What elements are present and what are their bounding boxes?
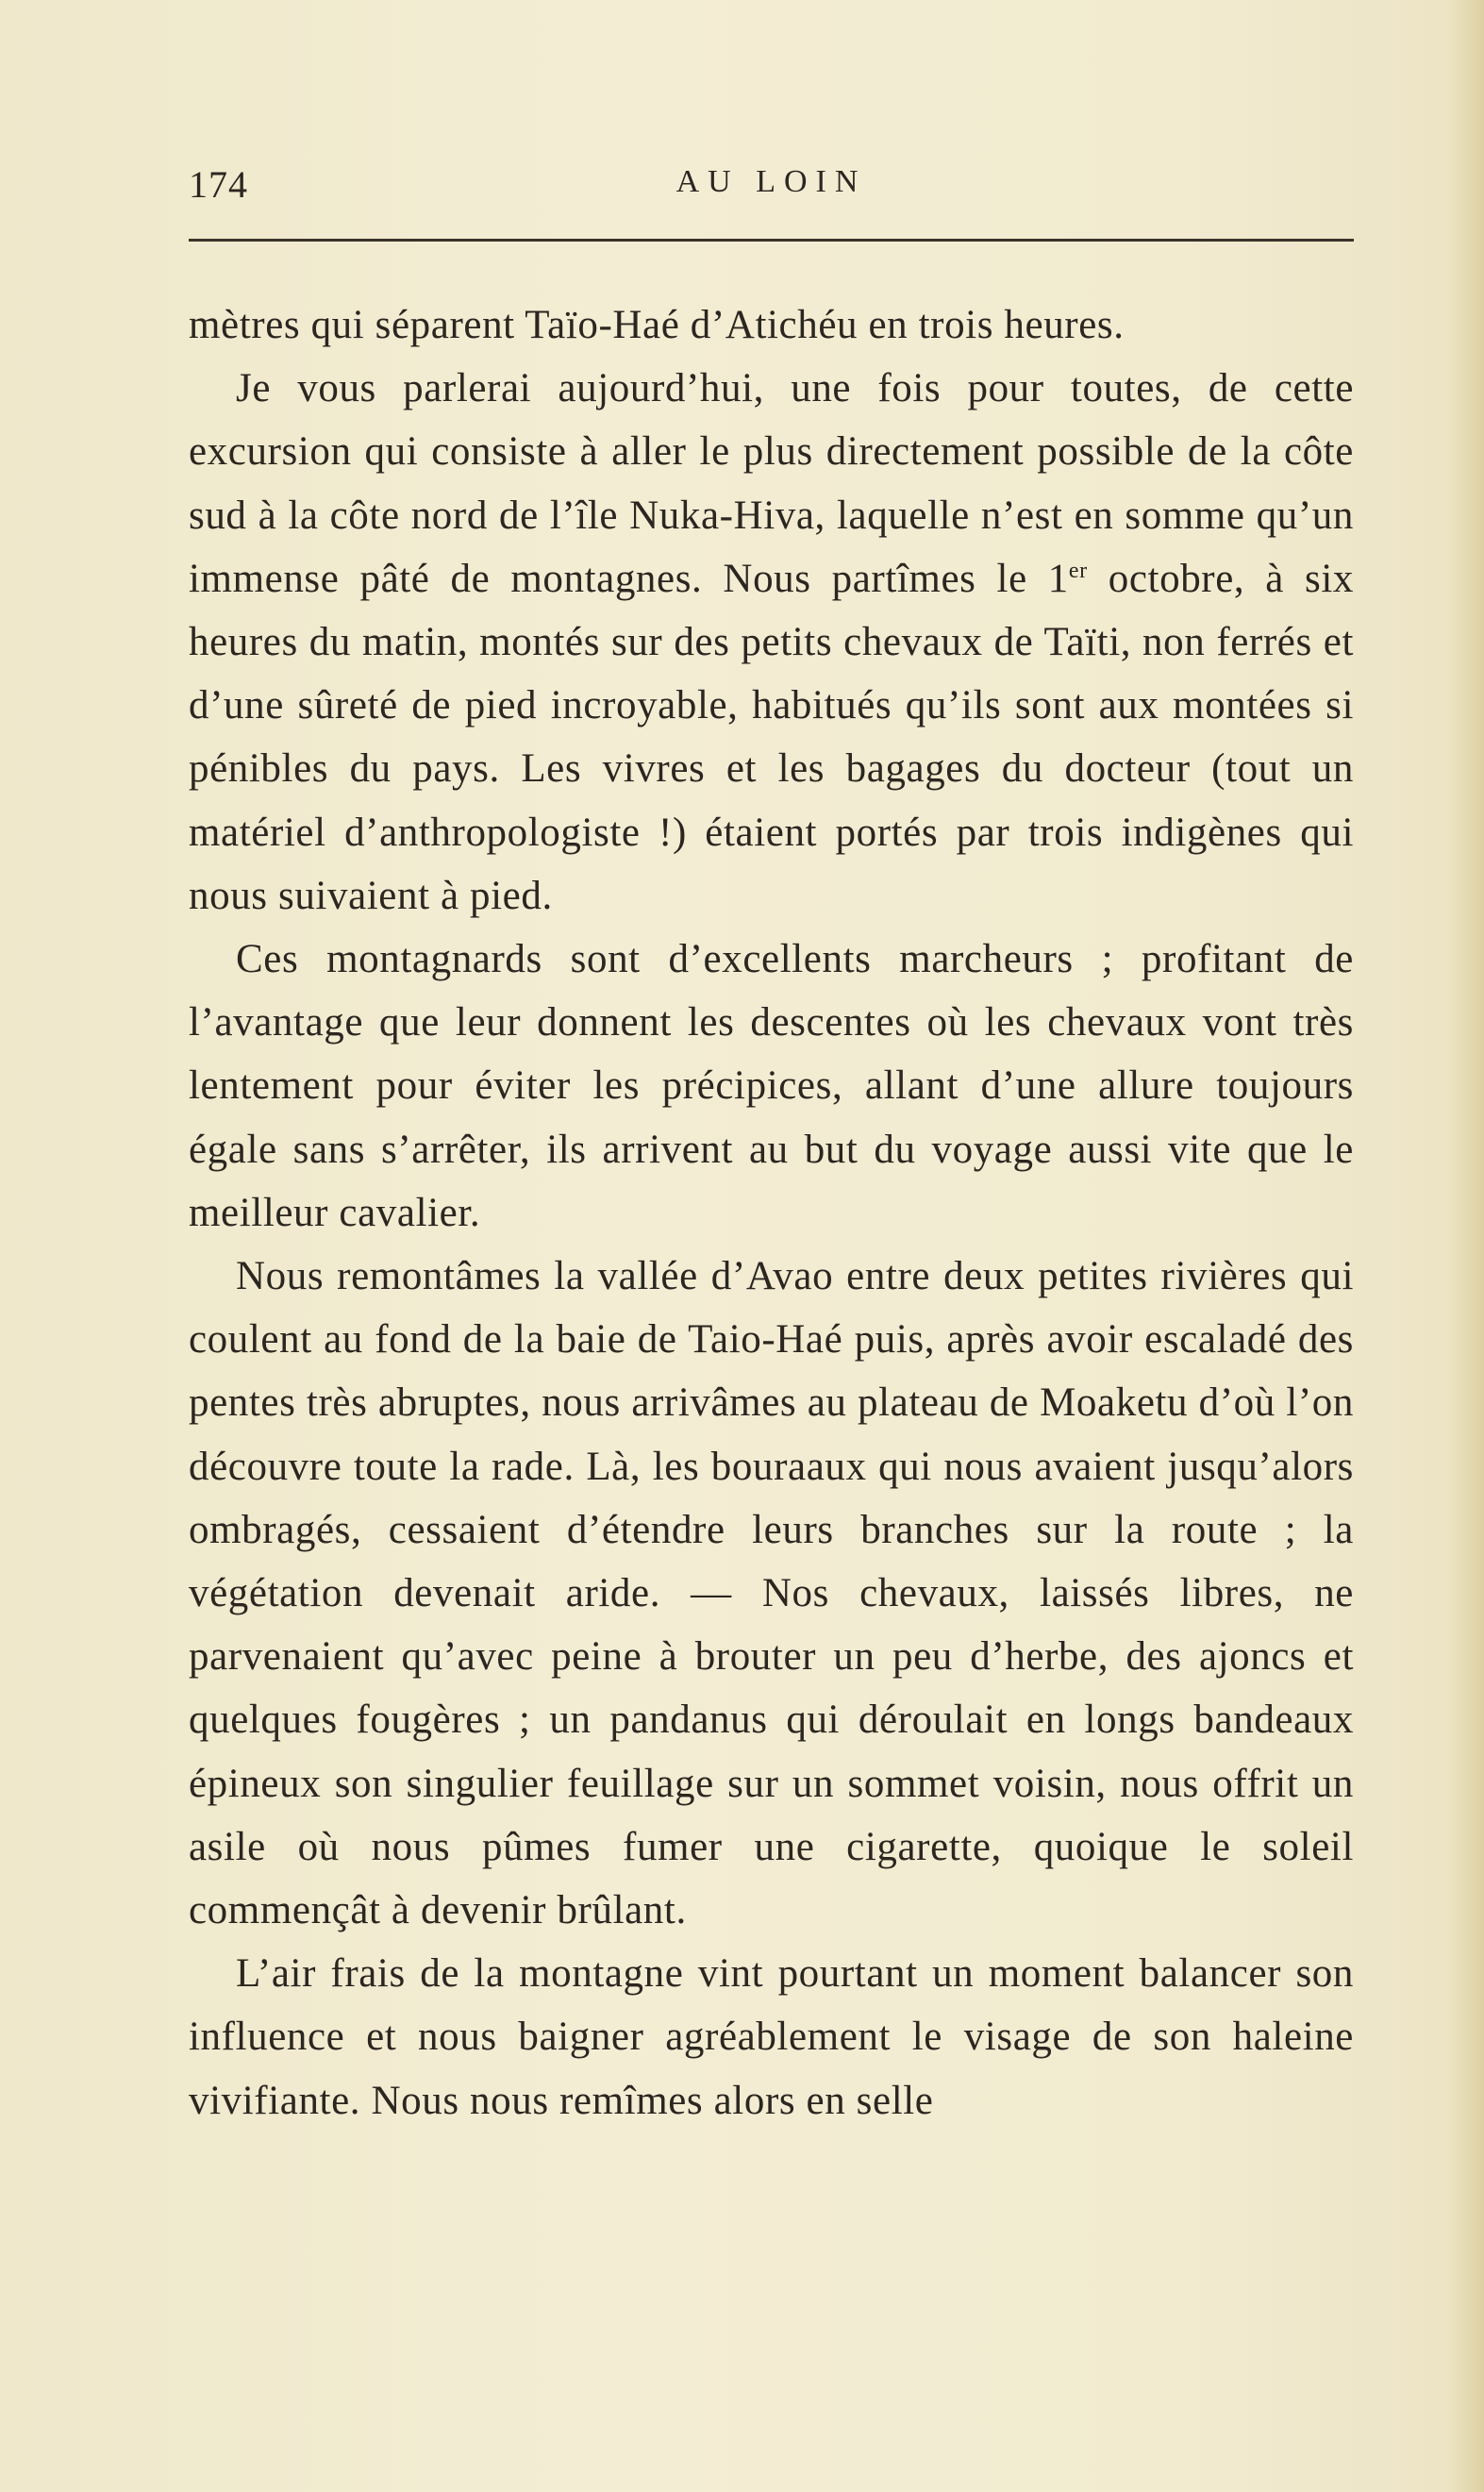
paragraph-4: Nous remontâmes la vallée d’Avao entre deux petites rivières qui coulent au fond de la baie de Taio-Haé puis, après avoir escaladé des pentes très abruptes, nous arrivâmes au plateau de Moaketu d’où l’on découvre toute la rade. Là, les bouraaux qui nous avaient jusqu’alors ombragés, cessaient d’étendre leurs branches sur la route ; la végétation devenait aride. — Nos chevaux, laissés libres, ne parvenaient qu’avec peine à brouter un peu d’herbe, des ajoncs et quelques fougères ; un pandanus qui déroulait en longs bandeaux épineux son singulier feuillage sur un sommet voisin, nous offrit un asile où nous pûmes fumer une cigarette, quoique le soleil commençât à devenir brûlant. — [189, 1254, 1354, 1933]
page-header — [189, 162, 1354, 219]
paragraph-2-text-end: octobre, à six heures du matin, montés sur des petits chevaux de Taïti, non ferrés et d’une sûreté de pied incroyable, habitués qu’ils sont aux montées si pénibles du pays. Les vivres et les bagages du docteur (tout un matériel d’anthropologiste !) étaient portés par trois indigènes qui nous suivaient à pied. — [189, 556, 1354, 918]
page-edge-shading — [1446, 0, 1484, 2492]
header-rule — [189, 239, 1354, 242]
paragraph-5: L’air frais de la montagne vint pourtant un moment balancer son influence et nous baigner agréablement le visage de son haleine vivifiante. Nous nous remîmes alors en selle — [189, 1951, 1354, 2123]
body-text — [189, 293, 1354, 2132]
paragraph-2 — [189, 357, 1354, 928]
running-title: AU LOIN — [675, 164, 867, 199]
paragraph-2-text-start: Je vous parlerai aujourd’hui, une fois pour toutes, de cette excursion qui consiste à aller le plus directement possible de la côte sud à la côte nord de l’île Nuka-Hiva, laquelle n’est en somme qu’un immense pâté de montagnes. Nous partîmes le 1 — [189, 366, 1354, 601]
paragraph-1: mètres qui séparent Taïo-Haé d’Atichéu en trois heures. — [189, 303, 1125, 347]
page-number: 174 — [189, 163, 248, 206]
paragraph-3: Ces montagnards sont d’excellents marcheurs ; profitant de l’avantage que leur donnent les descentes où les chevaux vont très lentement pour éviter les précipices, allant d’une allure toujours égale sans s’arrêter, ils arrivent au but du voyage aussi vite que le meilleur cavalier. — [189, 937, 1354, 1235]
ordinal-superscript: er — [1068, 558, 1088, 583]
